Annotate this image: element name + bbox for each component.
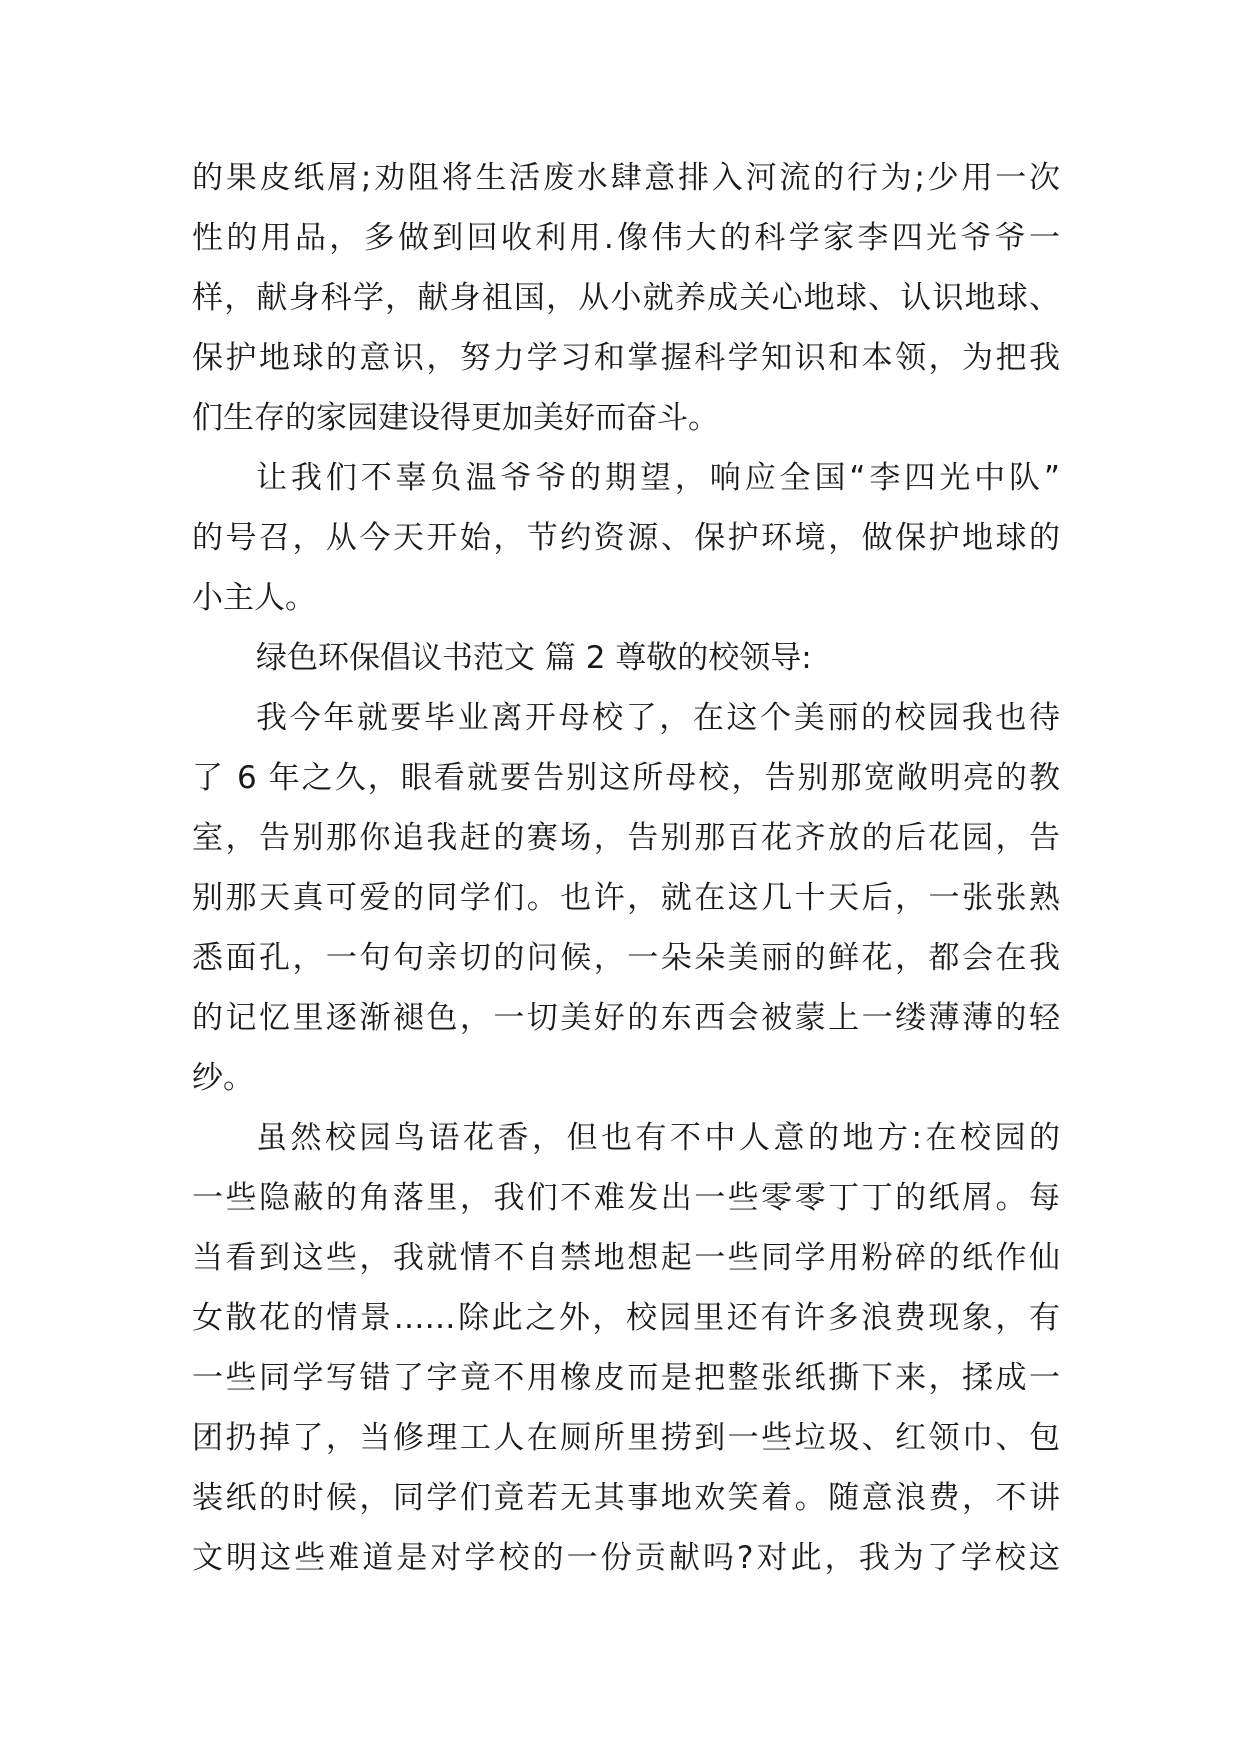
text-line: 我今年就要毕业离开母校了，在这个美丽的校园我也待: [256, 700, 1060, 736]
text-line: 性的用品，多做到回收利用.像伟大的科学家李四光爷爷一: [192, 220, 1060, 256]
text-line: 一些同学写错了字竟不用橡皮而是把整张纸撕下来，揉成一: [192, 1360, 1060, 1396]
text-line: 小主人。: [192, 580, 316, 616]
text-line: 样，献身科学，献身祖国，从小就养成关心地球、认识地球、: [192, 280, 1060, 316]
text-line: 了 6 年之久，眼看就要告别这所母校，告别那宽敞明亮的教: [192, 760, 1060, 796]
text-line: 的号召，从今天开始，节约资源、保护环境，做保护地球的: [192, 520, 1060, 556]
text-line: 保护地球的意识，努力学习和掌握科学知识和本领，为把我: [192, 340, 1060, 376]
text-line: 室，告别那你追我赶的赛场，告别那百花齐放的后花园，告: [192, 820, 1060, 856]
text-line: 们生存的家园建设得更加美好而奋斗。: [192, 400, 719, 436]
text-line: 女散花的情景……除此之外，校园里还有许多浪费现象，有: [192, 1300, 1060, 1336]
text-line: 绿色环保倡议书范文 篇 2 尊敬的校领导:: [256, 640, 812, 676]
text-line: 的记忆里逐渐褪色，一切美好的东西会被蒙上一缕薄薄的轻: [192, 1000, 1060, 1036]
text-line: 让我们不辜负温爷爷的期望，响应全国“李四光中队”: [256, 460, 1060, 496]
text-line: 团扔掉了，当修理工人在厕所里捞到一些垃圾、红领巾、包: [192, 1420, 1060, 1456]
text-line: 纱。: [192, 1060, 254, 1096]
text-line: 虽然校园鸟语花香，但也有不中人意的地方:在校园的: [256, 1120, 1060, 1156]
text-line: 当看到这些，我就情不自禁地想起一些同学用粉碎的纸作仙: [192, 1240, 1060, 1276]
text-line: 装纸的时候，同学们竟若无其事地欢笑着。随意浪费，不讲: [192, 1480, 1060, 1516]
text-line: 文明这些难道是对学校的一份贡献吗?对此，我为了学校这: [192, 1540, 1060, 1576]
text-line: 的果皮纸屑;劝阻将生活废水肆意排入河流的行为;少用一次: [192, 160, 1060, 196]
text-line: 一些隐蔽的角落里，我们不难发出一些零零丁丁的纸屑。每: [192, 1180, 1060, 1216]
text-line: 悉面孔，一句句亲切的问候，一朵朵美丽的鲜花，都会在我: [192, 940, 1060, 976]
document-body: [192, 148, 1060, 1588]
text-line: 别那天真可爱的同学们。也许，就在这几十天后，一张张熟: [192, 880, 1060, 916]
